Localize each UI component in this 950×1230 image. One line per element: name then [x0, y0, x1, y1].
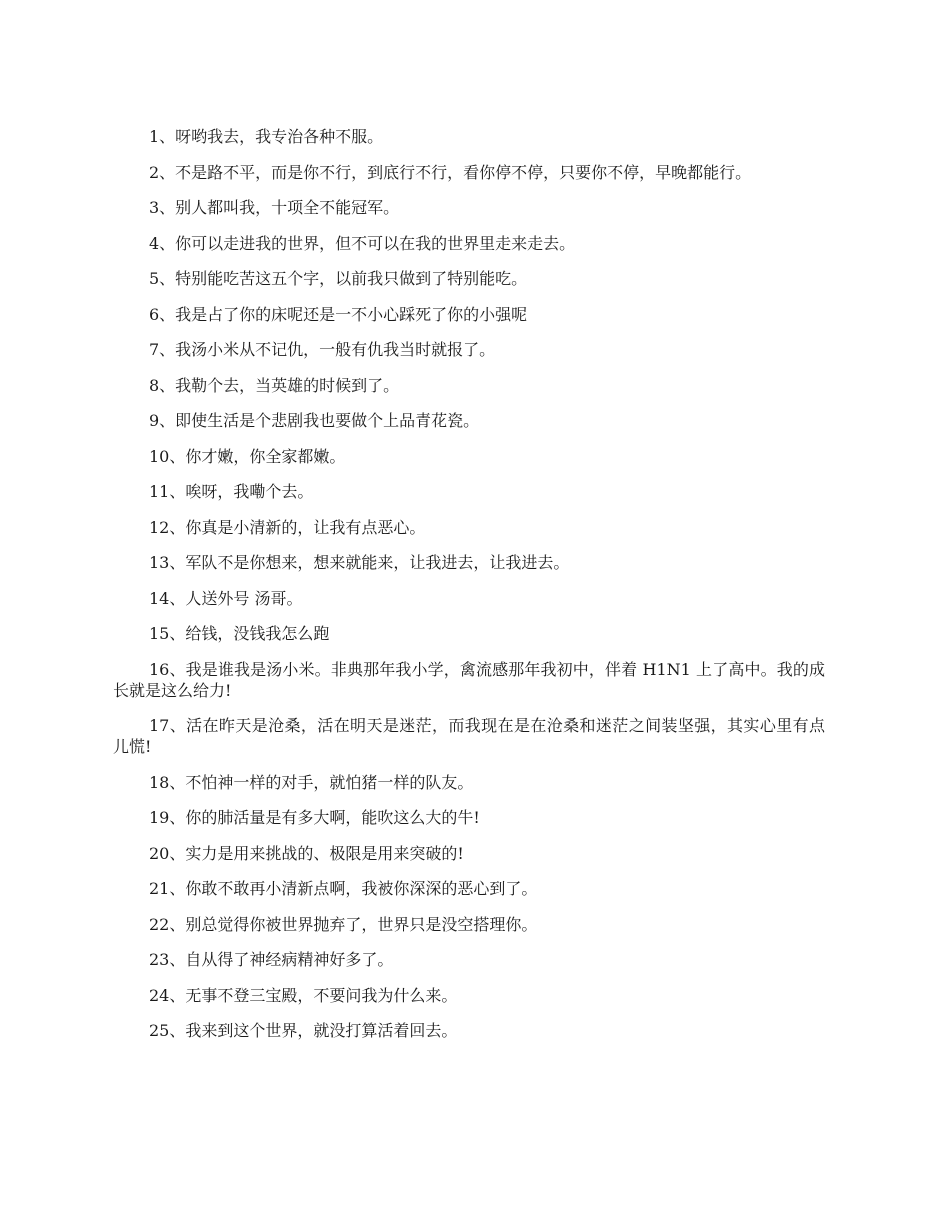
paragraph: 21、你敢不敢再小清新点啊，我被你深深的恶心到了。	[149, 879, 538, 898]
paragraph: 18、不怕神一样的对手，就怕猪一样的队友。	[149, 772, 474, 792]
paragraph: 7、我汤小米从不记仇，一般有仇我当时就报了。	[149, 340, 496, 359]
document-body	[113, 126, 825, 1056]
paragraph: 8、我勒个去，当英雄的时候到了。	[149, 375, 400, 395]
paragraph: 19、你的肺活量是有多大啊，能吹这么大的牛!	[149, 808, 480, 827]
paragraph: 23、自从得了神经病精神好多了。	[149, 950, 394, 969]
paragraph: 9、即使生活是个悲剧我也要做个上品青花瓷。	[149, 411, 480, 430]
paragraph: 2、不是路不平，而是你不行，到底行不行，看你停不停，只要你不停，早晚都能行。	[149, 162, 752, 182]
paragraph: 24、无事不登三宝殿，不要问我为什么来。	[149, 985, 458, 1005]
paragraph: 25、我来到这个世界，就没打算活着回去。	[149, 1021, 458, 1040]
paragraph: 6、我是占了你的床呢还是一不小心踩死了你的小强呢	[149, 304, 528, 324]
paragraph: 13、军队不是你想来，想来就能来，让我进去，让我进去。	[149, 553, 570, 572]
paragraph: 17、活在昨天是沧桑，活在明天是迷茫，而我现在是在沧桑和迷茫之间装坚强，其实心里有点儿慌!	[113, 716, 825, 756]
paragraph: 16、我是谁我是汤小米。非典那年我小学，禽流感那年我初中，伴着 H1N1 上了高中。我的成长就是这么给力!	[113, 659, 825, 700]
paragraph: 22、别总觉得你被世界抛弃了，世界只是没空搭理你。	[149, 914, 538, 934]
paragraph: 15、给钱，没钱我怎么跑	[149, 624, 330, 643]
paragraph: 14、人送外号 汤哥。	[149, 588, 303, 608]
paragraph: 1、呀哟我去，我专治各种不服。	[149, 127, 384, 146]
paragraph: 11、唉呀，我嘞个去。	[149, 482, 314, 501]
paragraph: 20、实力是用来挑战的、极限是用来突破的!	[149, 843, 464, 863]
paragraph: 10、你才嫩，你全家都嫩。	[149, 446, 346, 466]
paragraph: 4、你可以走进我的世界，但不可以在我的世界里走来走去。	[149, 233, 576, 253]
paragraph: 5、特别能吃苦这五个字，以前我只做到了特别能吃。	[149, 269, 528, 288]
paragraph: 12、你真是小清新的，让我有点恶心。	[149, 517, 426, 537]
paragraph: 3、别人都叫我，十项全不能冠军。	[149, 198, 400, 217]
